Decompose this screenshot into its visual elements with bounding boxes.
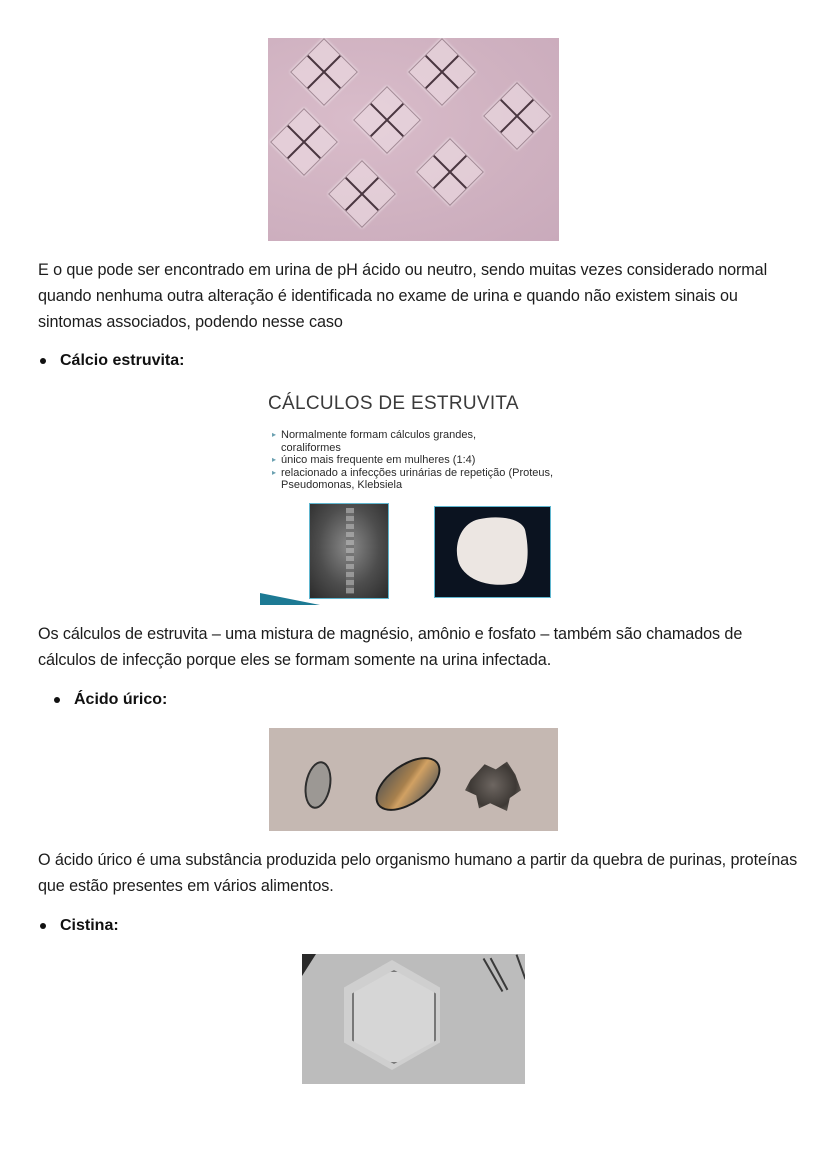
- paragraph-estruvita: Os cálculos de estruvita – uma mistura de magnésio, amônio e fosfato – também são chamados de cálculos de infecção porque eles se formam somente na urina infectada.: [38, 625, 743, 669]
- crystal-shape: [301, 759, 335, 811]
- slide-title: CÁLCULOS DE ESTRUVITA: [268, 393, 519, 414]
- section-label: Cistina:: [60, 917, 119, 934]
- slide-bullet-list: [272, 429, 556, 492]
- crystal-shape: [366, 746, 450, 821]
- spine-shape: [346, 508, 354, 594]
- paragraph-oxalate: E o que pode ser encontrado em urina de pH ácido ou neutro, sendo muitas vezes considerado normal quando nenhuma outra alteração é identificada no exame de urina e quando não existem sinais ou sintomas associados, podendo nesse caso: [38, 261, 768, 331]
- crystal-shape: [465, 759, 521, 811]
- section-heading-uric-acid: [54, 691, 167, 709]
- section-label: Cálcio estruvita:: [60, 352, 185, 369]
- crystal-shape: [270, 108, 338, 176]
- paragraph-uric-acid: O ácido úrico é uma substância produzida pelo organismo humano a partir da quebra de purinas, proteínas que estão presentes em vários alimentos.: [38, 851, 798, 895]
- crystal-shape: [290, 38, 358, 106]
- xray-photo: [309, 503, 389, 599]
- oxalate-crystals-image: [268, 38, 559, 241]
- crystal-shape: [416, 138, 484, 206]
- crystal-shape: [328, 160, 396, 228]
- bullet-icon: [40, 358, 46, 364]
- cystine-crystal-image: [302, 954, 525, 1084]
- slide-accent-triangle: [260, 593, 320, 605]
- slide-bullet: ▸ único mais frequente em mulheres (1:4): [272, 454, 556, 467]
- bullet-icon: [54, 697, 60, 703]
- stone-shape: [451, 510, 536, 593]
- slide-bullet: ▸ Normalmente formam cálculos grandes, coraliformes: [272, 429, 526, 454]
- crystal-shape: [353, 86, 421, 154]
- section-label: Ácido úrico:: [74, 691, 168, 708]
- corner-shape: [302, 954, 316, 976]
- uric-acid-crystals-image: [269, 728, 558, 831]
- needle-shape: [516, 955, 525, 980]
- crystal-shape: [408, 38, 476, 106]
- estruvita-slide-image: [260, 385, 560, 605]
- section-heading-estruvita: [40, 352, 184, 370]
- staghorn-stone-photo: [434, 506, 551, 598]
- bullet-icon: [40, 923, 46, 929]
- slide-bullet: ▸ relacionado a infecções urinárias de repetição (Proteus, Pseudomonas, Klebsiela: [272, 467, 556, 492]
- section-heading-cystine: [40, 917, 119, 935]
- crystal-shape: [483, 82, 551, 150]
